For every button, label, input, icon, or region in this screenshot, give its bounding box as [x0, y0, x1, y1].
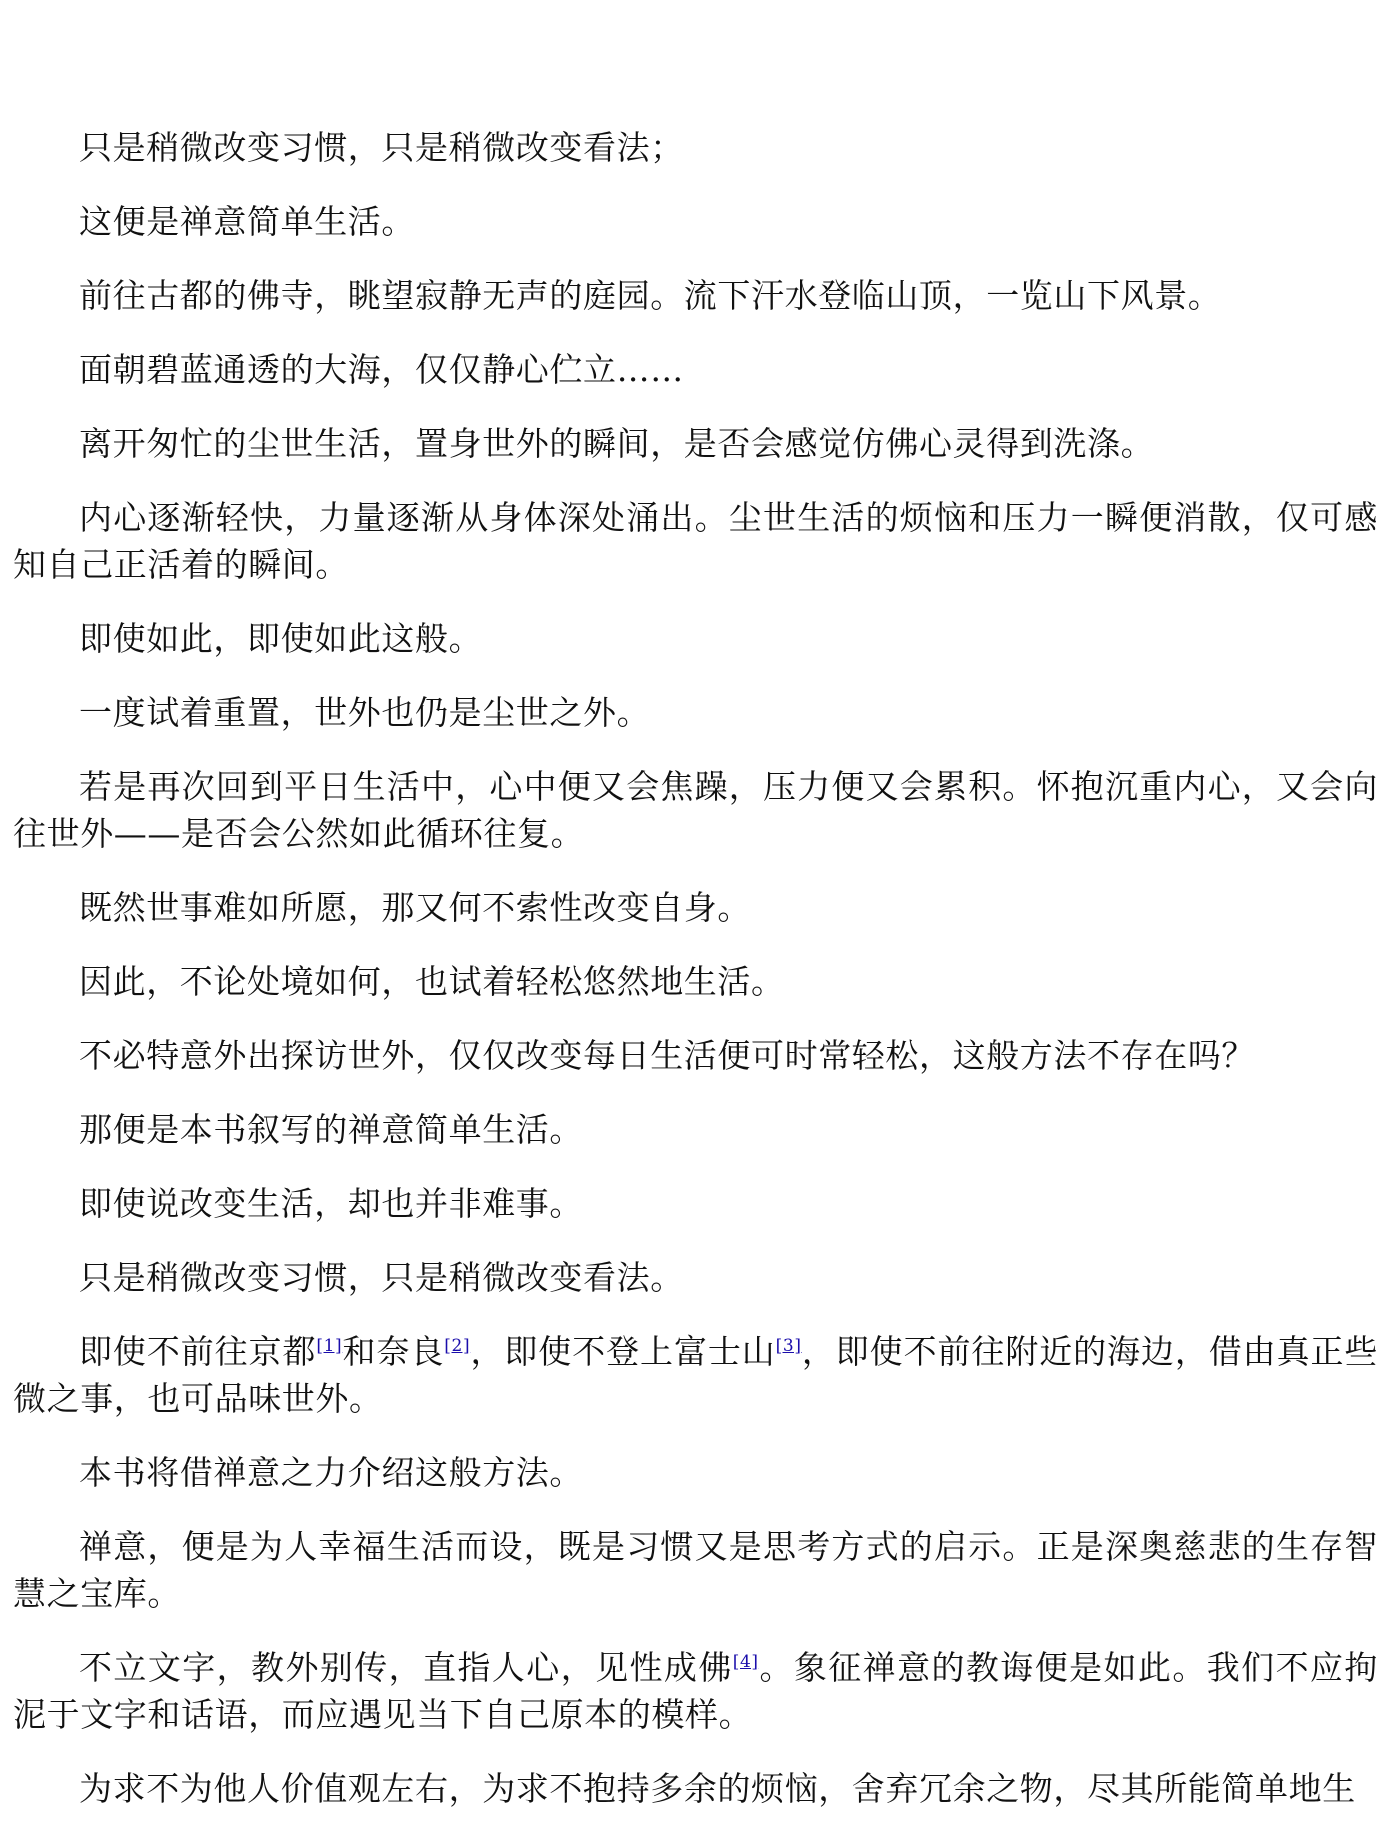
paragraph-with-footnotes [13, 1328, 1378, 1422]
text-segment: 不立文字，教外别传，直指人心，见性成佛 [79, 1648, 733, 1687]
paragraph: 若是再次回到平日生活中，心中便又会焦躁，压力便又会累积。怀抱沉重内心，又会向往世外——是否会公然如此循环往复。 [13, 767, 1378, 853]
paragraph: 面朝碧蓝通透的大海，仅仅静心伫立…… [79, 350, 684, 389]
paragraph: 本书将借禅意之力介绍这般方法。 [79, 1453, 583, 1492]
footnote-link-3[interactable]: [3] [775, 1336, 802, 1356]
paragraph: 即使说改变生活，却也并非难事。 [79, 1184, 583, 1223]
text-segment: 。象征禅意的教诲便是如此。我们不应拘泥于文字和话语，而应遇见当下自己原本的模样。 [13, 1648, 1378, 1734]
text-segment: ，即使不登上富士山 [470, 1332, 776, 1371]
text-segment: ，即使不前往附近的海边，借由真正些微之事，也可品味世外。 [13, 1332, 1378, 1418]
paragraph: 前往古都的佛寺，眺望寂静无声的庭园。流下汗水登临山顶，一览山下风景。 [79, 276, 1222, 315]
paragraph: 这便是禅意简单生活。 [79, 202, 415, 241]
paragraph-with-footnotes [13, 1644, 1378, 1738]
paragraph: 一度试着重置，世外也仍是尘世之外。 [79, 693, 651, 732]
paragraph: 内心逐渐轻快，力量逐渐从身体深处涌出。尘世生活的烦恼和压力一瞬便消散，仅可感知自己正活着的瞬间。 [13, 498, 1378, 584]
text-segment: 和奈良 [342, 1332, 445, 1371]
document-body [13, 124, 1378, 1839]
footnote-link-4[interactable]: [4] [732, 1652, 759, 1672]
text-segment: 即使不前往京都 [79, 1332, 317, 1371]
paragraph: 因此，不论处境如何，也试着轻松悠然地生活。 [79, 962, 785, 1001]
paragraph: 不必特意外出探访世外，仅仅改变每日生活便可时常轻松，这般方法不存在吗？ [79, 1036, 1255, 1075]
paragraph: 为求不为他人价值观左右，为求不抱持多余的烦恼，舍弃冗余之物，尽其所能简单地生 [79, 1769, 1356, 1808]
paragraph: 离开匆忙的尘世生活，置身世外的瞬间，是否会感觉仿佛心灵得到洗涤。 [79, 424, 1155, 463]
paragraph: 只是稍微改变习惯，只是稍微改变看法； [79, 128, 684, 167]
paragraph: 只是稍微改变习惯，只是稍微改变看法。 [79, 1258, 684, 1297]
paragraph: 那便是本书叙写的禅意简单生活。 [79, 1110, 583, 1149]
footnote-link-1[interactable]: [1] [316, 1336, 343, 1356]
paragraph: 既然世事难如所愿，那又何不索性改变自身。 [79, 888, 751, 927]
paragraph: 即使如此，即使如此这般。 [79, 619, 483, 658]
paragraph: 禅意，便是为人幸福生活而设，既是习惯又是思考方式的启示。正是深奥慈悲的生存智慧之宝库。 [13, 1527, 1378, 1613]
footnote-link-2[interactable]: [2] [444, 1336, 471, 1356]
